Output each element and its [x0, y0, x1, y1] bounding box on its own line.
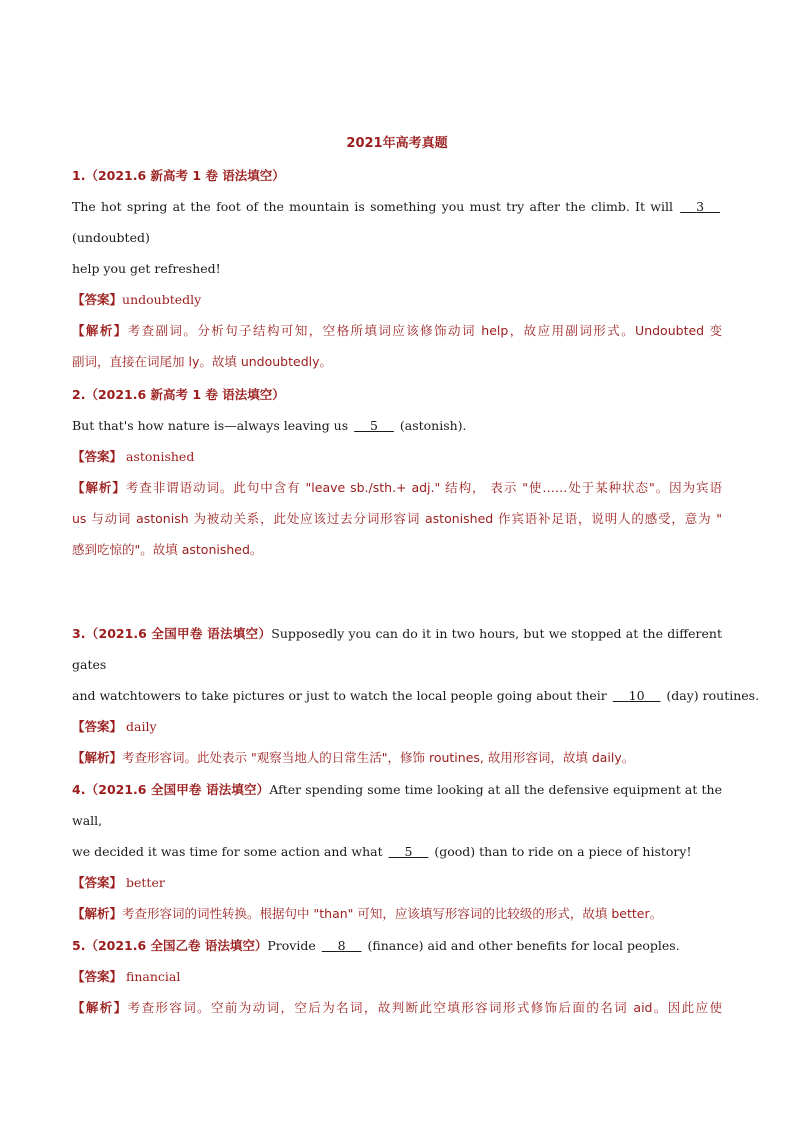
question-5-text-part1: Provide [267, 938, 320, 953]
question-3-explanation-line1 [72, 742, 722, 773]
question-2-answer: astonished [126, 449, 195, 464]
question-5 [72, 930, 722, 1023]
question-3-text-line1: Supposedly you can do it in two hours, but we stopped at the different gates [72, 626, 722, 672]
question-3-blank [611, 680, 663, 711]
question-2-explanation-line3: 感到吃惊的"。故填 astonished。 [72, 542, 263, 557]
question-2-explanation-line2: us 与动词 astonish 为被动关系，此处应该过去分词形容词 astonished 作宾语补足语，说明人的感受，意为 " [72, 511, 722, 526]
explanation-label: 【解析】 [72, 480, 126, 495]
question-4-text-part1: we decided it was time for some action and what [72, 844, 387, 859]
question-4-line2 [72, 836, 722, 867]
question-2-blank-number: 5 [370, 418, 378, 433]
explanation-label: 【解析】 [72, 750, 123, 765]
question-3-answer: daily [126, 719, 157, 734]
question-5-text-part2: (finance) aid and other benefits for local peoples. [363, 938, 680, 953]
question-4-explanation-text1: 考查形容词的词性转换。根据句中 "than" 可知，应该填写形容词的比较级的形式，故填 better。 [122, 906, 663, 921]
question-5-explanation-text1: 考查形容词。空前为动词，空后为名词，故判断此空填形容词形式修饰后面的名词 aid。因此应使 [127, 1000, 722, 1015]
question-1-text [72, 191, 722, 253]
question-4-blank [387, 836, 431, 867]
explanation-label: 【解析】 [72, 323, 128, 338]
question-1-text-line2: help you get refreshed! [72, 261, 221, 276]
explanation-label: 【解析】 [72, 906, 123, 921]
question-4 [72, 774, 722, 929]
answer-label: 【答案】 [72, 719, 123, 734]
question-3-explanation-text1: 考查形容词。此处表示 "观察当地人的日常生活"，修饰 routines, 故用形容词，故填 daily。 [122, 750, 635, 765]
answer-label: 【答案】 [72, 875, 123, 890]
question-2-heading: 2.（2021.6 新高考 1 卷 语法填空） [72, 387, 285, 402]
question-2-text [72, 410, 722, 441]
question-5-answer: financial [126, 969, 181, 984]
question-3 [72, 618, 760, 773]
question-2 [72, 379, 722, 565]
question-1-explanation-line1 [72, 315, 722, 346]
question-1-blank-number: 3 [696, 199, 705, 214]
question-3-text-part2: (day) routines. [662, 688, 760, 703]
answer-label: 【答案】 [72, 969, 123, 984]
question-4-explanation-line1 [72, 898, 722, 929]
question-5-explanation-line1 [72, 992, 722, 1023]
question-4-line1 [72, 774, 722, 836]
page-title: 2021年高考真题 [346, 136, 448, 151]
question-2-explanation-line1 [72, 472, 722, 503]
question-4-text-part2: (good) than to ride on a piece of history! [430, 844, 692, 859]
question-2-text-part1: But that's how nature is—always leaving us [72, 418, 353, 433]
question-4-heading: 4.（2021.6 全国甲卷 语法填空） [72, 782, 270, 797]
question-3-heading: 3.（2021.6 全国甲卷 语法填空） [72, 626, 272, 641]
question-1 [72, 160, 722, 377]
question-5-blank [320, 930, 364, 961]
question-5-line1 [72, 930, 722, 961]
explanation-label: 【解析】 [72, 1000, 128, 1015]
question-3-line2 [72, 680, 760, 711]
question-1-answer: undoubtedly [122, 292, 202, 307]
question-1-explanation-text1: 考查副词。分析句子结构可知，空格所填词应该修饰动词 help，故应用副词形式。Undoubted 变 [127, 323, 722, 338]
question-1-text-part2: (undoubted) [72, 230, 150, 245]
question-2-text-part2: (astonish). [395, 418, 467, 433]
question-2-explanation-text1: 考查非谓语动词。此句中含有 "leave sb./sth.+ adj." 结构， 表示 "使……处于某种状态"。因为宾语 [125, 480, 722, 495]
question-2-blank [352, 410, 396, 441]
answer-label: 【答案】 [72, 292, 123, 307]
question-1-text-part1: The hot spring at the foot of the mountain is something you must try after the climb. It will [72, 199, 679, 214]
question-5-heading: 5.（2021.6 全国乙卷 语法填空） [72, 938, 268, 953]
question-3-blank-number: 10 [628, 688, 645, 703]
question-4-answer: better [126, 875, 165, 890]
question-4-blank-number: 5 [404, 844, 413, 859]
answer-label: 【答案】 [72, 449, 123, 464]
question-4-text-line1: After spending some time looking at all the defensive equipment at the wall, [72, 782, 722, 828]
question-3-text-part1: and watchtowers to take pictures or just to watch the local people going about their [72, 688, 611, 703]
question-1-heading: 1.（2021.6 新高考 1 卷 语法填空） [72, 168, 285, 183]
question-3-line1 [72, 618, 722, 680]
question-1-explanation-line2: 副词，直接在词尾加 ly。故填 undoubtedly。 [72, 354, 332, 369]
question-1-blank [678, 191, 722, 222]
question-5-blank-number: 8 [337, 938, 346, 953]
